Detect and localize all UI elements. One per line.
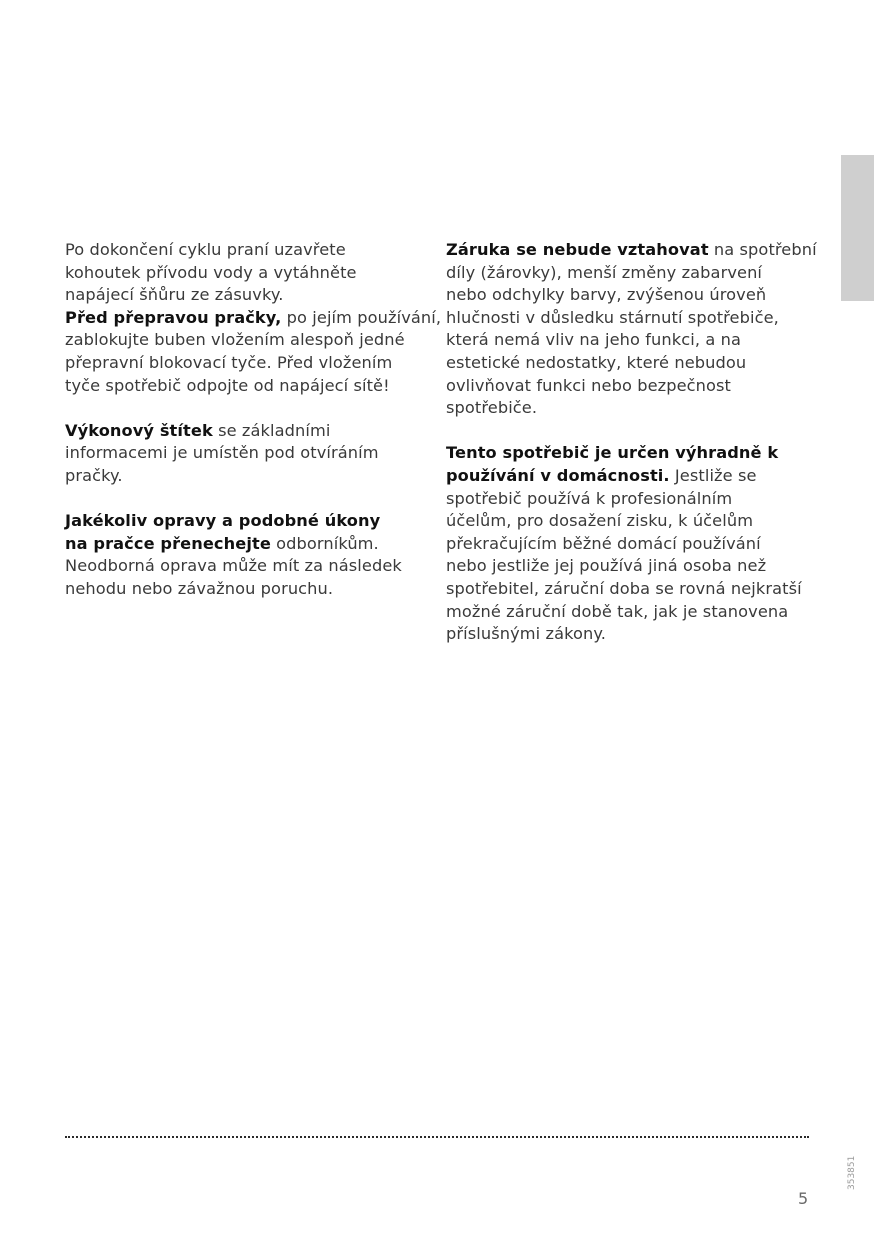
text-line: která nemá vliv na jeho funkci, a na: [446, 330, 741, 350]
text-line: tyče spotřebič odpojte od napájecí sítě!: [65, 375, 390, 395]
text-span: Jestliže se: [669, 465, 757, 485]
footer-dotted-divider: [65, 1136, 809, 1138]
text-line: spotřebiče.: [446, 398, 538, 418]
text-line: příslušnými zákony.: [446, 624, 606, 644]
text-line: kohoutek přívodu vody a vytáhněte: [65, 262, 357, 282]
text-line: [65, 307, 442, 330]
text-line: zablokujte buben vložením alespoň jedné: [65, 330, 405, 350]
paragraph-rating-plate: [65, 420, 435, 488]
text-line: [65, 420, 435, 443]
text-span: po jejím používání,: [281, 307, 442, 327]
bold-phrase: Záruka se nebude vztahovat: [446, 240, 709, 259]
paragraph-repairs: [65, 510, 435, 600]
text-line: napájecí šňůru ze zásuvky.: [65, 285, 284, 305]
bold-phrase: Výkonový štítek: [65, 420, 213, 440]
text-line: informacemi je umístěn pod otvíráním: [65, 443, 379, 463]
text-line: Po dokončení cyklu praní uzavřete: [65, 240, 346, 259]
text-span: se základními: [212, 420, 331, 440]
bold-phrase: Tento spotřebič je určen výhradně k: [446, 443, 779, 463]
text-line: [446, 239, 818, 262]
text-line: překračujícím běžné domácí používání: [446, 533, 761, 553]
bold-phrase: Před přepravou pračky,: [65, 307, 282, 327]
text-line: možné záruční době tak, jak je stanovena: [446, 601, 789, 621]
paragraph-household-use: [446, 442, 818, 645]
text-line: spotřebitel, záruční doba se rovná nejkratší: [446, 578, 802, 598]
bold-phrase: na pračce přenechejte: [65, 533, 271, 553]
text-span: odborníkům.: [270, 533, 379, 553]
bold-phrase: Jakékoliv opravy a podobné úkony: [65, 511, 381, 531]
text-line: Neodborná oprava může mít za následek: [65, 556, 402, 576]
text-line: ovlivňovat funkci nebo bezpečnost: [446, 375, 732, 395]
left-text-column: [65, 239, 442, 623]
text-line: estetické nedostatky, které nebudou: [446, 352, 747, 372]
text-line: [65, 533, 435, 556]
text-line: účelům, pro dosažení zisku, k účelům: [446, 511, 754, 531]
text-line: díly (žárovky), menší změny zabarvení: [446, 262, 763, 282]
text-line: [446, 465, 818, 488]
paragraph-warranty: [446, 239, 818, 420]
text-line: [446, 442, 818, 465]
section-tab-marker: [841, 155, 874, 301]
text-line: nehodu nebo závažnou poruchu.: [65, 578, 334, 598]
text-line: pračky.: [65, 465, 123, 485]
text-line: spotřebič používá k profesionálním: [446, 488, 733, 508]
text-line: [65, 510, 435, 533]
text-span: na spotřební: [708, 240, 817, 259]
document-code: 353851: [847, 1155, 857, 1190]
text-line: nebo jestliže jej používá jiná osoba než: [446, 556, 767, 576]
text-line: nebo odchylky barvy, zvýšenou úroveň: [446, 285, 767, 305]
right-text-column: [446, 239, 818, 668]
text-line: hlučnosti v důsledku stárnutí spotřebiče,: [446, 307, 779, 327]
text-line: přepravní blokovací tyče. Před vložením: [65, 352, 393, 372]
bold-phrase: používání v domácnosti.: [446, 465, 670, 485]
page-number: 5: [798, 1189, 809, 1208]
paragraph-after-wash: [65, 239, 442, 397]
